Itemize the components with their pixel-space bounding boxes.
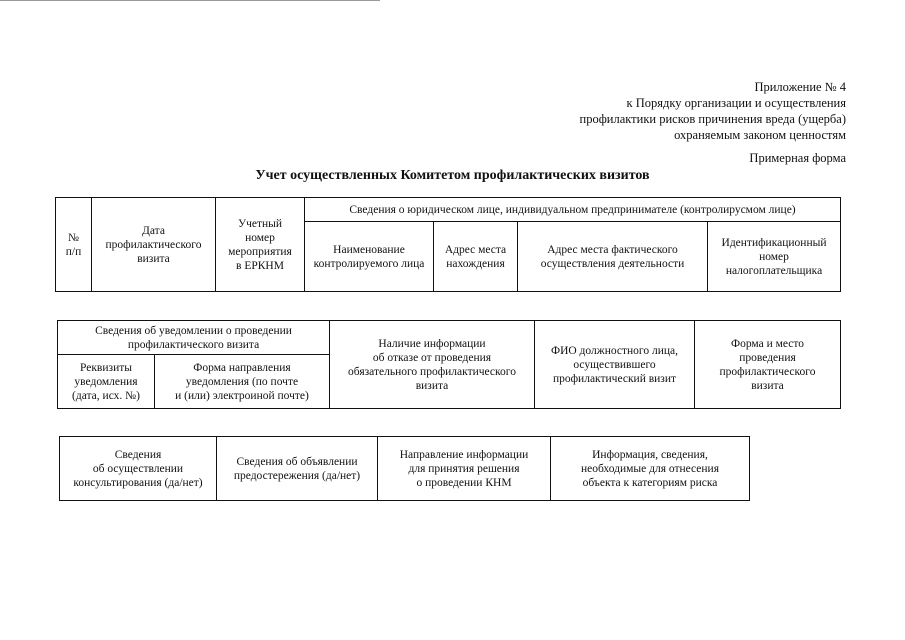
header-cell-number: № п/п <box>56 198 92 292</box>
header-cell-official-name: ФИО должностного лица, осуществившего профилактический визит <box>535 321 695 409</box>
appendix-header <box>580 79 847 143</box>
header-cell-erknm-number: Учетный номер мероприятия в ЕРКНМ <box>216 198 305 292</box>
header-cell-location-address: Адрес места нахождения <box>434 222 518 292</box>
header-cell-notice-details: Реквизиты уведомления (дата, исх. №) <box>58 355 155 409</box>
header-cell-entity-name: Наименование контролируемого лица <box>305 222 434 292</box>
appendix-line: охраняемым законом ценностям <box>674 128 846 142</box>
visits-table-part-3 <box>59 436 750 501</box>
header-cell-entity-group: Сведения о юридическом лице, индивидуальном предпринимателе (контролирусмом лице) <box>305 198 841 222</box>
form-note: Примерная форма <box>749 151 846 165</box>
header-cell-warning-info: Сведения об объявлении предостережения (да/нет) <box>217 437 378 501</box>
header-cell-visit-form-place: Форма и место проведения профилактического визита <box>695 321 841 409</box>
header-cell-knm-direction: Направление информации для принятия решения о проведении КНМ <box>378 437 551 501</box>
header-cell-consulting-info: Сведения об осуществлении консультирования (да/нет) <box>60 437 217 501</box>
appendix-line: профилактики рисков причинения вреда (ущерба) <box>579 112 846 126</box>
scan-edge-line <box>0 0 380 1</box>
visits-table-part-2 <box>57 320 841 409</box>
header-cell-notice-group: Сведения об уведомлении о проведении профилактического визита <box>58 321 330 355</box>
document-title: Учет осуществленных Комитетом профилактических визитов <box>255 168 650 183</box>
header-cell-activity-address: Адрес места фактического осуществления деятельности <box>518 222 708 292</box>
appendix-line: к Порядку организации и осуществления <box>626 96 846 110</box>
header-cell-refusal-info: Наличие информации об отказе от проведения обязательного профилактического визита <box>330 321 535 409</box>
header-cell-notice-form: Форма направления уведомления (по почте и (или) электроиной почте) <box>155 355 330 409</box>
header-cell-risk-info: Информация, сведения, необходимые для отнесения объекта к категориям риска <box>551 437 750 501</box>
header-cell-visit-date: Дата профилактического визита <box>92 198 216 292</box>
appendix-line: Приложение № 4 <box>754 80 846 94</box>
header-cell-inn: Идентификационный номер налогоплательщика <box>708 222 841 292</box>
visits-table-part-1 <box>55 197 841 292</box>
